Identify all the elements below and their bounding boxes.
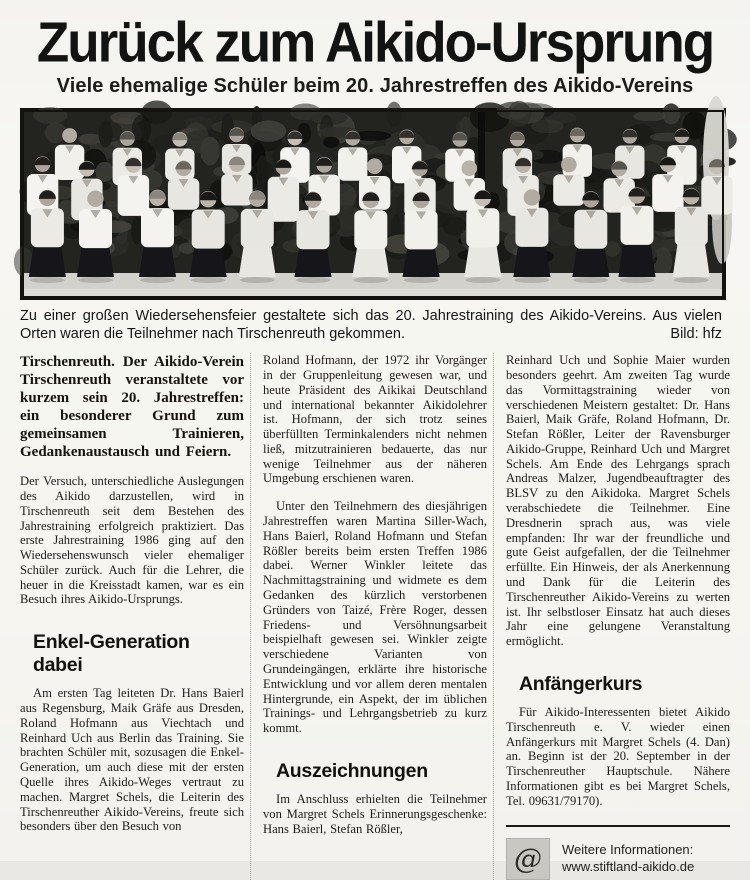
photo-caption [20, 307, 722, 343]
photo-figure [20, 108, 730, 343]
section-heading-anfaengerkurs: Anfängerkurs [519, 673, 643, 696]
paragraph: Für Aikido-Interessenten bietet Aikido Tirschenreuth e. V. wieder einen Anfängerkurs mit Margret Schels (4. Dan) an. Beginn ist der 20. September in der Tirschenreuther Hauptschule. Nähere Informationen gibt es bei Margret Schels, Tel. 09631/79170). [506, 705, 730, 808]
column-2 [250, 353, 487, 880]
article-body [20, 353, 730, 880]
photo-credit: Bild: hfz [670, 326, 722, 343]
paragraph: Reinhard Uch und Sophie Maier wurden besonders geehrt. Am zweiten Tag wurde das Vormittagstraining wieder von verschiedenen Meistern gestaltet: Dr. Hans Baierl, Maik Gräfe, Roland Hofmann, Dr. Stefan Rößler, Leiter der Ravensburger Aikido-Gruppe, Reinhard Uch und Margret Schels. Am Ende des Lehrgangs sprach Andreas Malzer, Jugendbeauftragter des BLSV zu den Aikidoka. Margret Schels verabschiedete die Teilnehmer. Eine Dresdnerin sprach aus, was viele empfanden: Ihr war der freundliche und gute Geist aufgefallen, der die Teilnehmer erfüllte. Ein Hinweis, der als Anerkennung und Dank für die Leiterin des Tirschenreuther Aikido-Vereins zu werten ist. Ihr selbstloser Einsatz hat auch dieses Jahr eine gelungene Veranstaltung ermöglicht. [506, 353, 730, 649]
at-icon: @ [506, 838, 550, 880]
paragraph: Am ersten Tag leiteten Dr. Hans Baierl aus Regensburg, Maik Gräfe aus Dresden, Roland Hofmann aus Viechtach und Reinhard Uch aus Berlin das Training. Sie brachten Schüler mit, sozusagen die Enkel-Generation, um auch diese mit der ersten Quelle ihres Aikido-Weges vertraut zu machen. Margret Schels, die Leiterin des Tirschenreuther Aikido-Vereins, freute sich besonders über den Besuch von [20, 686, 244, 834]
lead-paragraph: Tirschenreuth. Der Aikido-Verein Tirschenreuth veranstaltete vor kurzem sein 20. Jahrestreffen: ein besonderer Grund zum gemeinsamen Trainieren, Gedankenaustausch und Feiern. [20, 354, 244, 461]
photo-caption-text: Zu einer großen Wiedersehensfeier gestaltete sich das 20. Jahrestraining des Aikido-Vereins. Aus vielen Orten waren die Teilnehmer nach Tirschenreuth gekommen. [20, 308, 722, 343]
article-subheadline: Viele ehemalige Schüler beim 20. Jahrestreffen des Aikido-Vereins [56, 75, 694, 98]
more-info-box [506, 825, 730, 880]
paragraph: Der Versuch, unterschiedliche Auslegungen des Aikido darzustellen, wird in Tirschenreuth seit dem Bestehen des Jahrestraining erfolgreich praktiziert. Das erste Jahrestraining 1986 ging auf den Wiedersehenswunsch vieler ehemaliger Schüler zurück. Auch für die Lehrer, die heuer in die Kreisstadt kamen, war es ein Besuch ihres Aikido-Ursprungs. [20, 474, 244, 607]
column-3 [493, 353, 730, 880]
more-info-label: Weitere Informationen: [562, 841, 694, 857]
website-url: www.stiftland-aikido.de [562, 858, 695, 874]
paragraph: Im Anschluss erhielten die Teilnehmer von Margret Schels Erinnerungsgeschenke: Hans Baierl, Stefan Rößler, [263, 792, 487, 836]
paragraph: Roland Hofmann, der 1972 ihr Vorgänger in der Gruppenleitung gewesen war, und heute Präsident des Aikikai Deutschland und international bekannter Aikidolehrer ist. Hofmann, der sich trotz seines überfüllten Terminkalenders nicht nehmen ließ, mitzutrainieren bedauerte, das nur wenige Teilnehmer aus der näheren Umgebung erschienen waren. [263, 353, 487, 486]
column-1 [20, 353, 244, 880]
section-heading-auszeichnungen: Auszeichnungen [276, 760, 428, 783]
more-info-text [562, 838, 694, 875]
section-heading-enkel-generation: Enkel-Generation dabei [33, 631, 190, 677]
article-headline: Zurück zum Aikido-Ursprung [36, 11, 714, 75]
group-photo [20, 108, 726, 300]
paragraph: Unter den Teilnehmern des diesjährigen Jahrestreffen waren Martina Siller-Wach, Hans Baierl, Roland Hofmann und Stefan Rößler bereits beim ersten Treffen 1986 dabei. Werner Winkler leitete das Nachmittagstraining und widmete es dem Gedanken des kürzlich verstorbenen Gründers von Taizé, Frère Roger, dessen Friedens- und Versöhnungsarbeit beispielhaft gewesen sei. Winkler zeigte verschiedene Varianten von Grundeingängen, erklärte ihre historische Entwicklung und vor allem deren mentalen Hintergrunde, ein Aspekt, der im üblichen Trainings- und Lehrgangsbetrieb zu kurz kommt. [263, 499, 487, 736]
group-photo-illustration [22, 110, 724, 298]
